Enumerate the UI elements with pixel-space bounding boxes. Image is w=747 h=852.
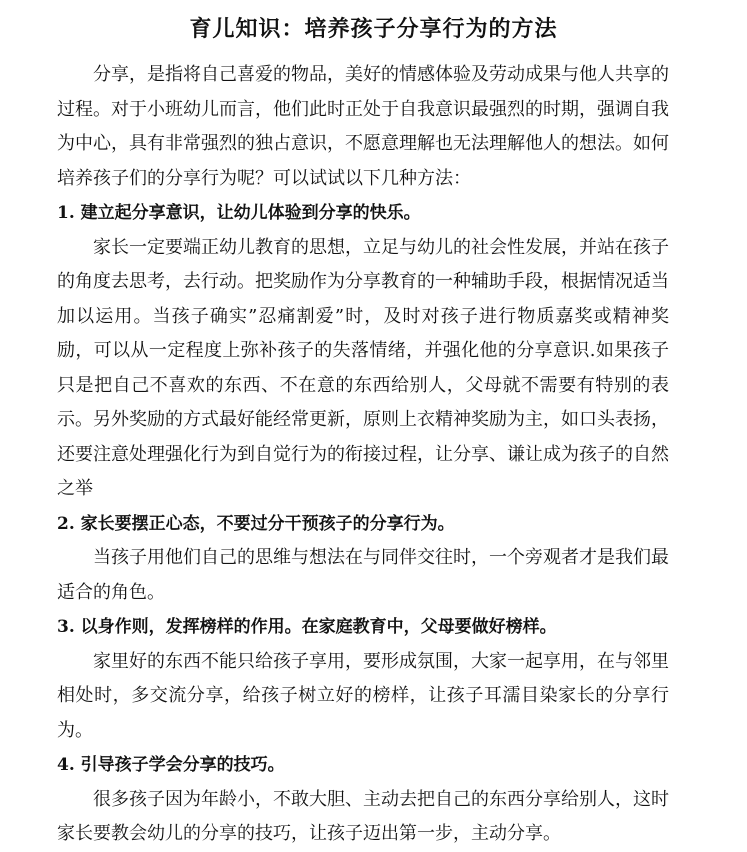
section-4-heading: 4. 引导孩子学会分享的技巧。 [57,755,285,775]
section-2-paragraph: 当孩子用他们自己的思维与想法在与同伴交往时，一个旁观者才是我们最适合的角色。 [57,547,669,603]
section-4-paragraph: 很多孩子因为年龄小，不敢大胆、主动去把自己的东西分享给别人，这时家长要教会幼儿的分享的技巧，让孩子迈出第一步，主动分享。 [57,788,669,844]
document-title: 育儿知识：培养孩子分享行为的方法 [189,16,558,42]
section-1-paragraph: 家长一定要端正幼儿教育的思想，立足与幼儿的社会性发展，并站在孩子的角度去思考，去行动。把奖励作为分享教育的一种辅助手段，根据情况适当加以运用。当孩子确实”忍痛割爱”时，及时对孩子进行物质嘉奖或精神奖励，可以从一定程度上弥补孩子的失落情绪，并强化他的分享意识.如果孩子只是把自己不喜欢的东西、不在意的东西给别人，父母就不需要有特别的表示。另外奖励的方式最好能经常更新，原则上衣精神奖励为主，如口头表扬，还要注意处理强化行为到自觉行为的衔接过程，让分享、谦让成为孩子的自然之举 [57,236,669,499]
section-3-heading: 3. 以身作则，发挥榜样的作用。在家庭教育中，父母要做好榜样。 [57,617,557,637]
section-1-heading: 1. 建立起分享意识，让幼儿体验到分享的快乐。 [57,203,421,223]
intro-paragraph: 分享，是指将自己喜爱的物品，美好的情感体验及劳动成果与他人共享的过程。对于小班幼儿而言，他们此时正处于自我意识最强烈的时期，强调自我为中心，具有非常强烈的独占意识，不愿意理解也无法理解他人的想法。如何培养孩子们的分享行为呢？可以试试以下几种方法： [57,64,669,189]
section-3-paragraph: 家里好的东西不能只给孩子享用，要形成氛围，大家一起享用，在与邻里相处时，多交流分享，给孩子树立好的榜样，让孩子耳濡目染家长的分享行为。 [57,650,669,741]
section-2-heading: 2. 家长要摆正心态，不要过分干预孩子的分享行为。 [57,513,455,534]
document-body [57,58,669,852]
